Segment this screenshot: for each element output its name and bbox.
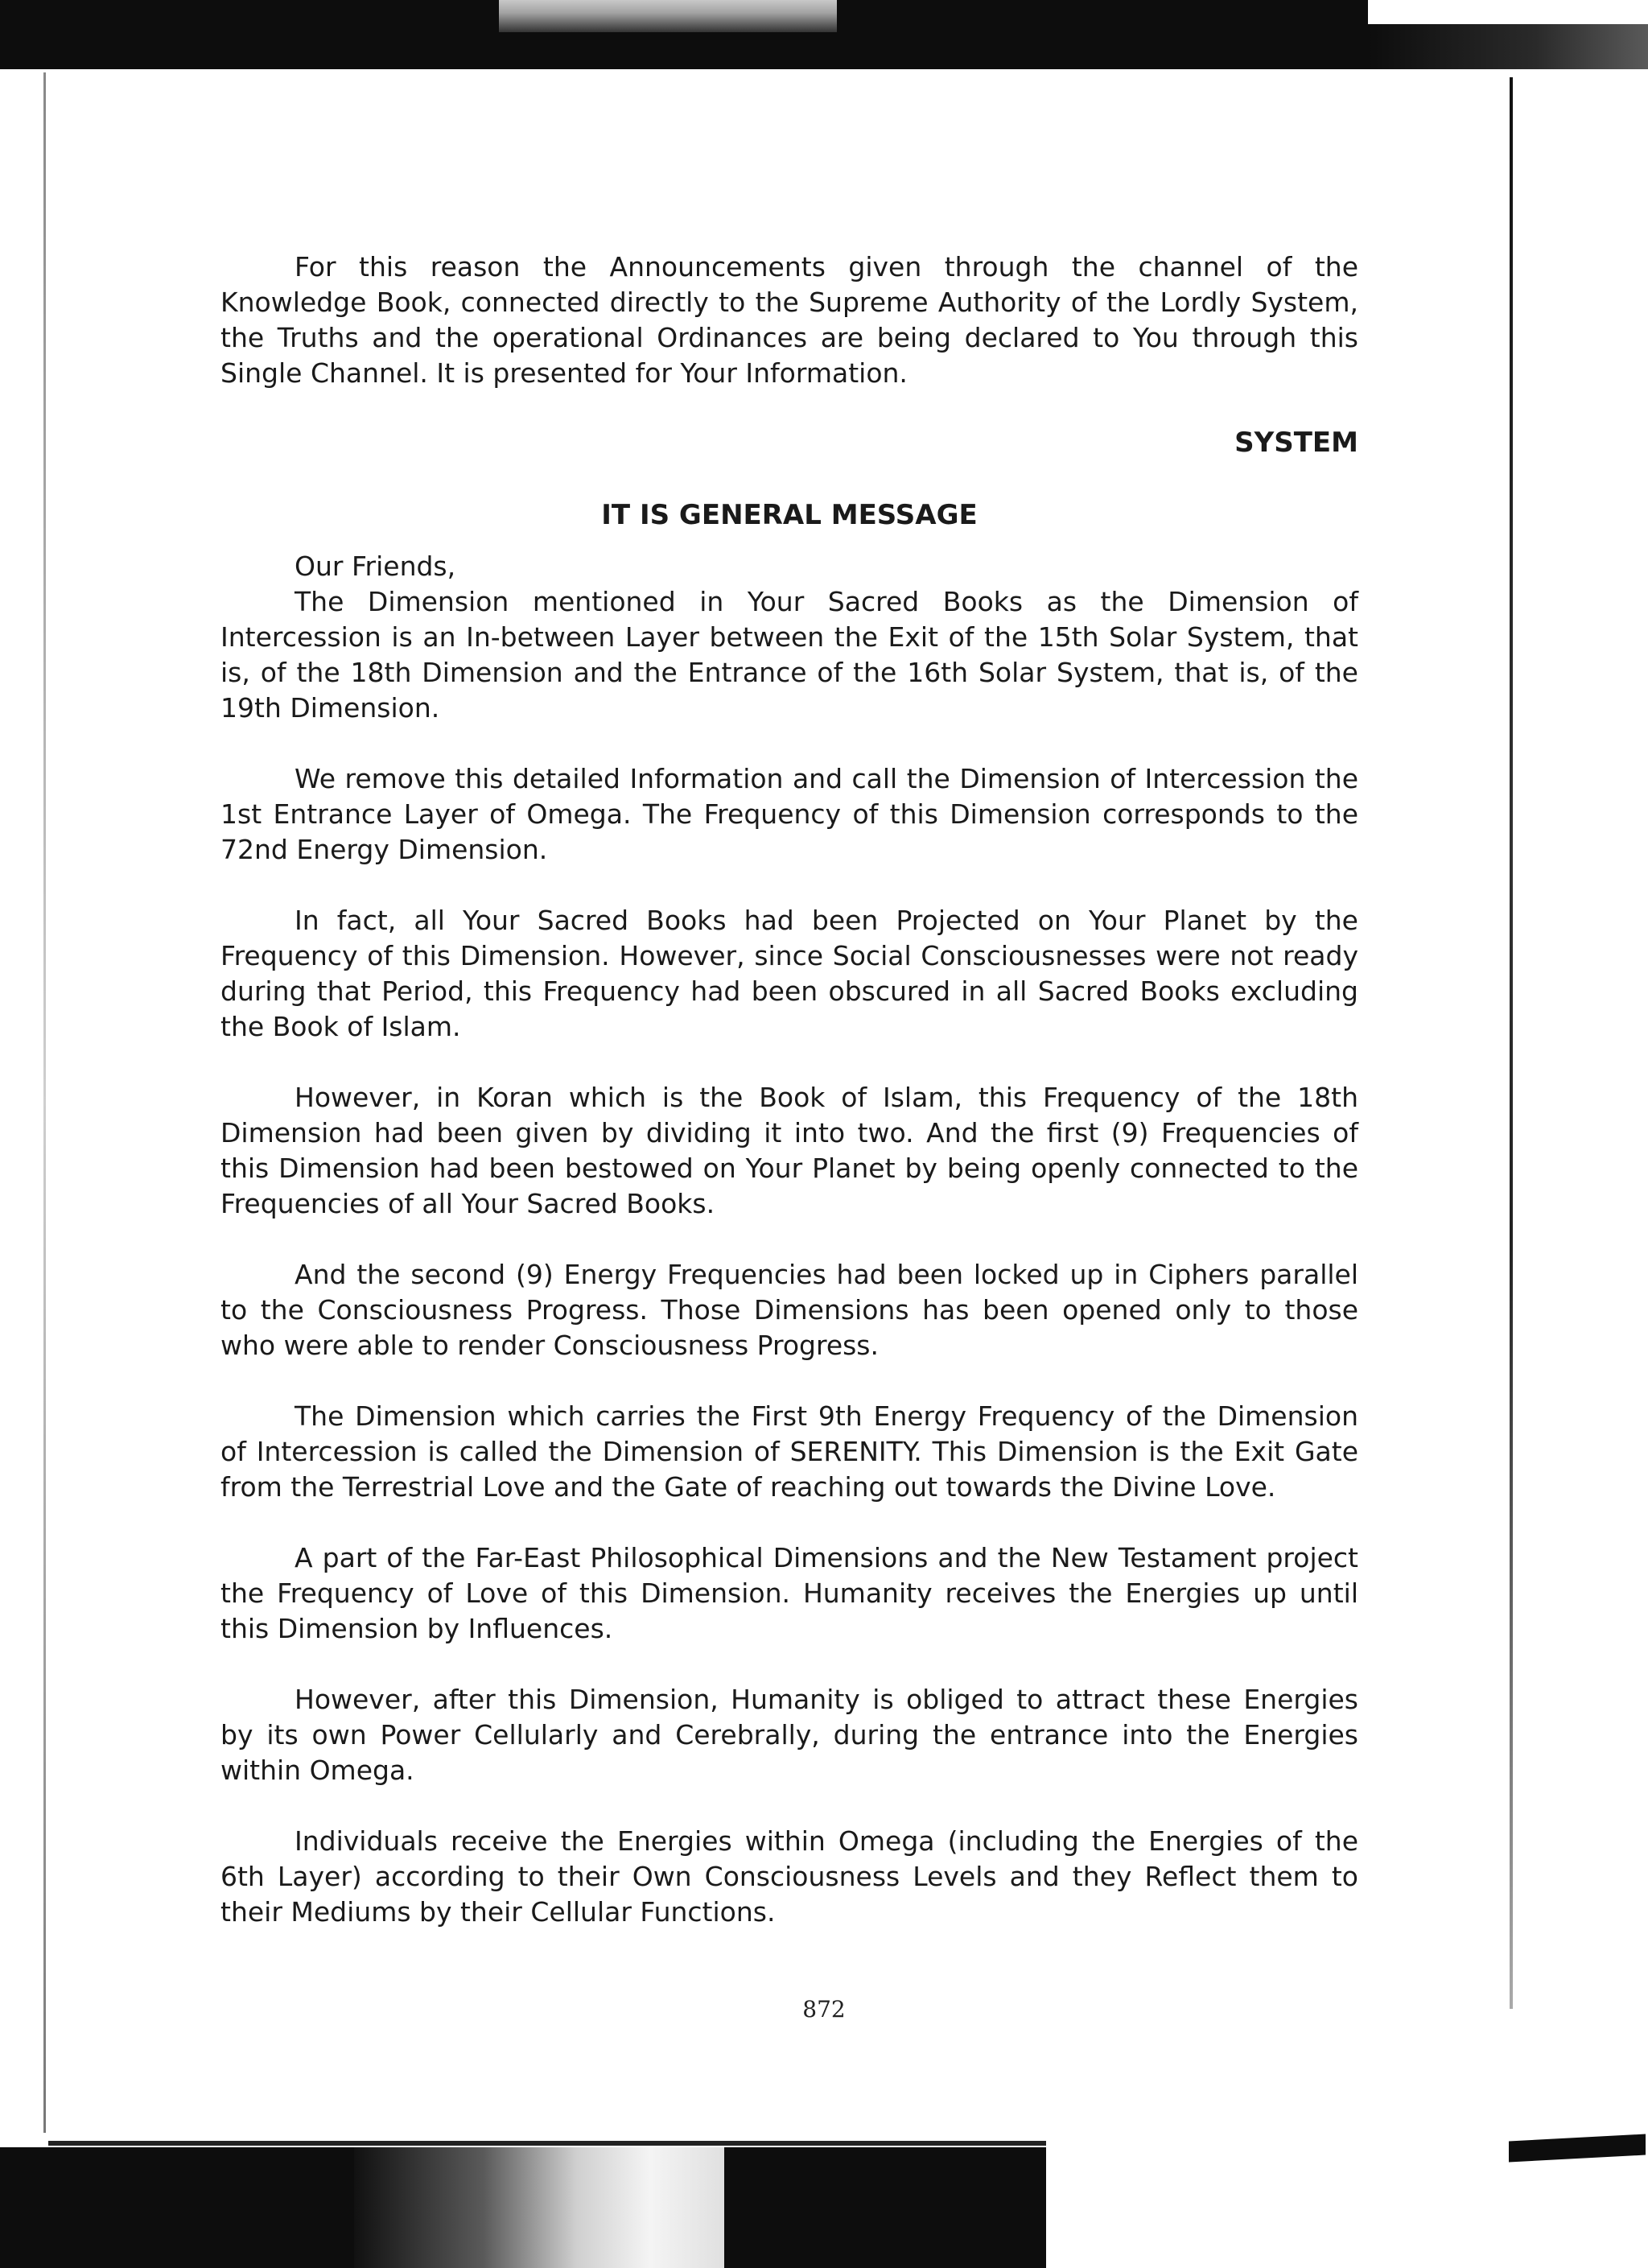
intro-paragraph: For this reason the Announcements given through the channel of the Knowledge Book, connected directly to the Supreme Authority of the Lordly System, the Truths and the operational Ordinances are being declared to You through this Single Channel. It is presented for Your Information. [220,251,1358,389]
scan-border-bottom-gap [1046,2147,1648,2268]
scan-glare-bottom [354,2147,724,2268]
scan-border-top-gap [1368,0,1648,24]
scan-edge-right [1510,77,1513,2009]
page-number: 872 [802,1996,846,2023]
body-paragraph: Individuals receive the Energies within Omega (including the Energies of the 6th Layer) according to their Own Consciousness Levels and they Reflect them to their Mediums by their Cellular Functions. [220,1825,1358,1928]
scan-glare-top [499,0,837,32]
body-paragraph: A part of the Far-East Philosophical Dimensions and the New Testament project the Frequency of Love of this Dimension. Humanity receives the Energies up until this Dimension by Influences. [220,1542,1358,1644]
message-heading: IT IS GENERAL MESSAGE [601,499,978,531]
scan-border-top-fade [1368,24,1648,69]
salutation: Our Friends, [295,551,456,582]
scan-line-bottom [48,2141,1046,2146]
body-paragraph: We remove this detailed Information and call the Dimension of Intercession the 1st Entrance Layer of Omega. The Frequency of this Dimension corresponds to the 72nd Energy Dimension. [220,763,1358,865]
body-paragraph: And the second (9) Energy Frequencies had been locked up in Ciphers parallel to the Consciousness Progress. Those Dimensions has been opened only to those who were able to render Consciousness Progress. [220,1259,1358,1361]
scan-edge-left [43,72,46,2133]
body-paragraph: However, in Koran which is the Book of Islam, this Frequency of the 18th Dimension had been given by dividing it into two. And the first (9) Frequencies of this Dimension had been bestowed on Your Planet by being openly connected to the Frequencies of all Your Sacred Books. [220,1082,1358,1219]
body-paragraph: The Dimension which carries the First 9th Energy Frequency of the Dimension of Intercession is called the Dimension of SERENITY. This Dimension is the Exit Gate from the Terrestrial Love and the Gate of reaching out towards the Divine Love. [220,1400,1358,1503]
body-paragraph: The Dimension mentioned in Your Sacred Books as the Dimension of Intercession is an In-between Layer between the Exit of the 15th Solar System, that is, of the 18th Dimension and the Entrance of the 16th Solar System, that is, of the 19th Dimension. [220,586,1358,724]
body-paragraph: However, after this Dimension, Humanity is obliged to attract these Energies by its own Power Cellularly and Cerebrally, during the entrance into the Energies within Omega. [220,1684,1358,1786]
signature: SYSTEM [1234,427,1358,459]
body-paragraph: In fact, all Your Sacred Books had been Projected on Your Planet by the Frequency of this Dimension. However, since Social Consciousnesses were not ready during that Period, this Frequency had been obscured in all Sacred Books excluding the Book of Islam. [220,905,1358,1042]
document-page [220,249,1358,1930]
